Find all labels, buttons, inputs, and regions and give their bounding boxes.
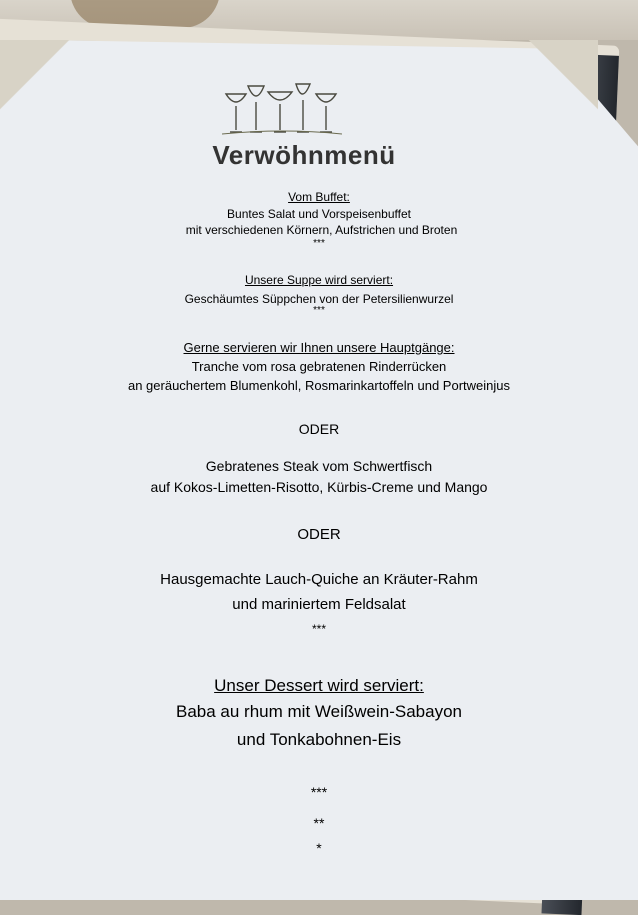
soup-line-1: Geschäumtes Süppchen von der Petersilienwurzel <box>184 292 454 306</box>
dessert-line-2: und Tonkabohnen-Eis <box>236 730 402 749</box>
photo-corner-left <box>0 40 70 110</box>
end-mark-3: *** <box>310 784 328 800</box>
main3-line-1: Hausgemachte Lauch-Quiche an Kräuter-Rahm <box>160 571 478 588</box>
photo-corner-right <box>528 40 598 110</box>
separator: *** <box>311 622 326 636</box>
oder-label: ODER <box>298 421 340 437</box>
main2-line-1: Gebratenes Steak vom Schwertfisch <box>205 458 433 474</box>
end-mark-2: ** <box>313 815 325 831</box>
main1-line-1: Tranche vom rosa gebratenen Rinderrücken <box>191 359 447 374</box>
buffet-line-1: Buntes Salat und Vorspeisenbuffet <box>227 207 411 221</box>
wine-glasses-icon <box>222 80 342 136</box>
mains-heading: Gerne servieren wir Ihnen unsere Hauptgänge: <box>183 340 455 355</box>
soup-heading: Unsere Suppe wird serviert: <box>244 273 394 287</box>
dessert-heading: Unser Dessert wird serviert: <box>214 676 424 695</box>
oder-label: ODER <box>297 526 341 543</box>
separator: *** <box>313 238 325 249</box>
buffet-heading: Vom Buffet: <box>288 190 350 204</box>
main2-line-2: auf Kokos-Limetten-Risotto, Kürbis-Creme und Mango <box>150 479 488 495</box>
separator: *** <box>313 305 325 316</box>
main3-line-2: und mariniertem Feldsalat <box>232 596 406 613</box>
dessert-line-1: Baba au rhum mit Weißwein-Sabayon <box>176 702 462 721</box>
main1-line-2: an geräuchertem Blumenkohl, Rosmarinkartoffeln und Portweinjus <box>127 378 510 393</box>
menu-title: Verwöhnmenü <box>212 140 396 170</box>
buffet-line-2: mit verschiedenen Körnern, Aufstrichen und Broten <box>185 223 458 237</box>
end-mark-1: * <box>316 840 322 856</box>
